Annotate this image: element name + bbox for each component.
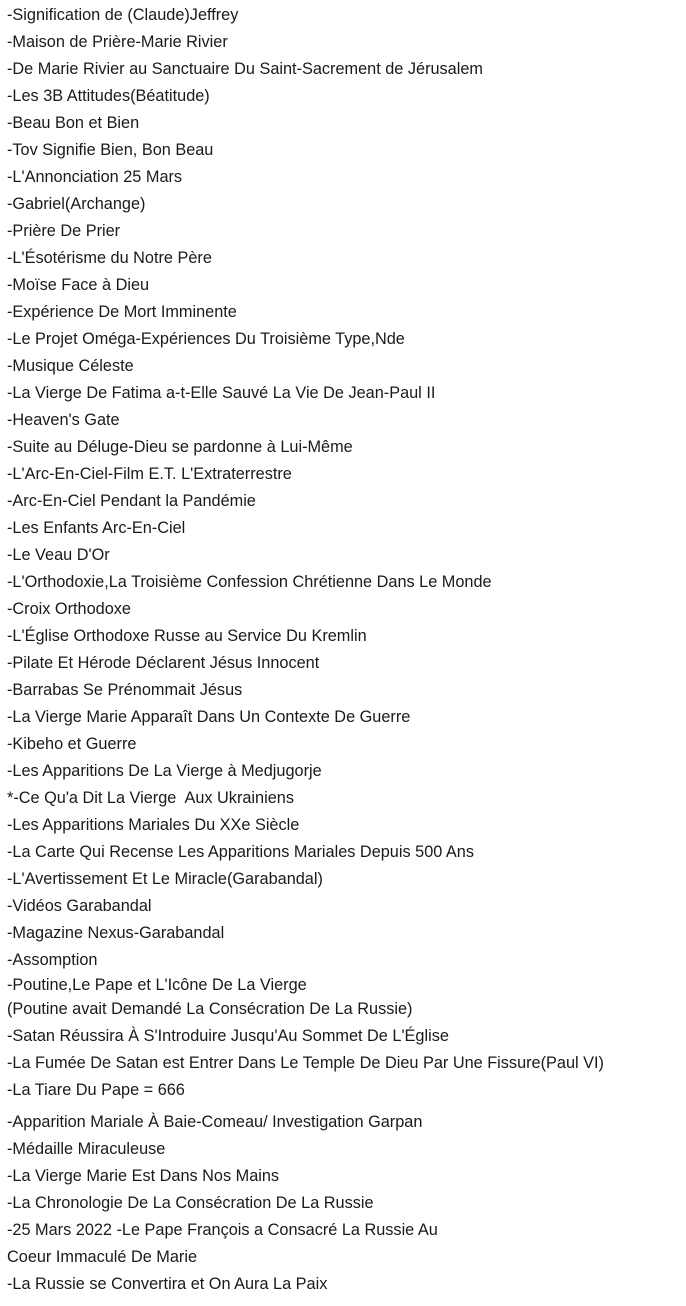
link-croix-orthodoxe[interactable]: -Croix Orthodoxe: [7, 600, 131, 618]
link-tiare-du-pape[interactable]: -La Tiare Du Pape = 666: [7, 1081, 185, 1099]
link-mort-imminente[interactable]: -Expérience De Mort Imminente: [7, 303, 237, 321]
link-tov-signifie[interactable]: -Tov Signifie Bien, Bon Beau: [7, 141, 214, 159]
link-25-mars-2022[interactable]: -25 Mars 2022 -Le Pape François a Consacré La Russie Au: [7, 1221, 438, 1239]
link-coeur-immacule[interactable]: Coeur Immaculé De Marie: [7, 1248, 198, 1266]
link-moise-face-a-dieu[interactable]: -Moïse Face à Dieu: [7, 276, 150, 294]
link-heavens-gate[interactable]: -Heaven's Gate: [7, 411, 120, 429]
link-priere-de-prier[interactable]: -Prière De Prier: [7, 222, 121, 240]
link-gabriel[interactable]: -Gabriel(Archange): [7, 195, 146, 213]
link-assomption[interactable]: -Assomption: [7, 951, 98, 969]
link-suite-deluge[interactable]: -Suite au Déluge-Dieu se pardonne à Lui-Même: [7, 438, 353, 456]
link-poutine-consecration-note[interactable]: (Poutine avait Demandé La Consécration De La Russie): [7, 1000, 413, 1018]
link-nexus-garabandal[interactable]: -Magazine Nexus-Garabandal: [7, 924, 225, 942]
link-marie-rivier-sanctuaire[interactable]: -De Marie Rivier au Sanctuaire Du Saint-Sacrement de Jérusalem: [7, 60, 483, 78]
link-pilate-herode[interactable]: -Pilate Et Hérode Déclarent Jésus Innocent: [7, 654, 320, 672]
link-chronologie-consecration[interactable]: -La Chronologie De La Consécration De La Russie: [7, 1194, 374, 1212]
link-satan-sommet-eglise[interactable]: -Satan Réussira À S'Introduire Jusqu'Au Sommet De L'Église: [7, 1027, 449, 1045]
article-link-list: [7, 2, 683, 1298]
link-musique-celeste[interactable]: -Musique Céleste: [7, 357, 134, 375]
link-avertissement-miracle[interactable]: -L'Avertissement Et Le Miracle(Garabandal): [7, 870, 323, 888]
link-vierge-ukrainiens[interactable]: *-Ce Qu'a Dit La Vierge Aux Ukrainiens: [7, 789, 294, 807]
link-orthodoxie[interactable]: -L'Orthodoxie,La Troisième Confession Chrétienne Dans Le Monde: [7, 573, 492, 591]
link-russie-convertira[interactable]: -La Russie se Convertira et On Aura La Paix: [7, 1275, 328, 1293]
link-arc-en-ciel-film[interactable]: -L'Arc-En-Ciel-Film E.T. L'Extraterrestre: [7, 465, 292, 483]
link-kibeho[interactable]: -Kibeho et Guerre: [7, 735, 137, 753]
link-beau-bon-bien[interactable]: -Beau Bon et Bien: [7, 114, 140, 132]
link-medaille-miraculeuse[interactable]: -Médaille Miraculeuse: [7, 1140, 166, 1158]
link-fumee-de-satan[interactable]: -La Fumée De Satan est Entrer Dans Le Temple De Dieu Par Une Fissure(Paul VI): [7, 1054, 604, 1072]
link-apparitions-xxe[interactable]: -Les Apparitions Mariales Du XXe Siècle: [7, 816, 300, 834]
link-vierge-nos-mains[interactable]: -La Vierge Marie Est Dans Nos Mains: [7, 1167, 280, 1185]
link-carte-apparitions[interactable]: -La Carte Qui Recense Les Apparitions Mariales Depuis 500 Ans: [7, 843, 474, 861]
link-annonciation[interactable]: -L'Annonciation 25 Mars: [7, 168, 183, 186]
link-eglise-orthodoxe-russe[interactable]: -L'Église Orthodoxe Russe au Service Du Kremlin: [7, 627, 367, 645]
link-poutine-pape-icone[interactable]: -Poutine,Le Pape et L'Icône De La Vierge: [7, 976, 307, 994]
link-maison-de-priere[interactable]: -Maison de Prière-Marie Rivier: [7, 33, 228, 51]
link-esoterisme-notre-pere[interactable]: -L'Ésotérisme du Notre Père: [7, 249, 212, 267]
link-videos-garabandal[interactable]: -Vidéos Garabandal: [7, 897, 152, 915]
link-veau-dor[interactable]: -Le Veau D'Or: [7, 546, 110, 564]
link-3b-attitudes[interactable]: -Les 3B Attitudes(Béatitude): [7, 87, 210, 105]
link-apparition-baie-comeau[interactable]: -Apparition Mariale À Baie-Comeau/ Investigation Garpan: [7, 1113, 423, 1131]
link-medjugorje[interactable]: -Les Apparitions De La Vierge à Medjugorje: [7, 762, 322, 780]
link-signification-claude-jeffrey[interactable]: -Signification de (Claude)Jeffrey: [7, 6, 239, 24]
link-arc-en-ciel-pandemie[interactable]: -Arc-En-Ciel Pendant la Pandémie: [7, 492, 256, 510]
link-barrabas[interactable]: -Barrabas Se Prénommait Jésus: [7, 681, 243, 699]
link-vierge-guerre[interactable]: -La Vierge Marie Apparaît Dans Un Contexte De Guerre: [7, 708, 411, 726]
link-projet-omega[interactable]: -Le Projet Oméga-Expériences Du Troisième Type,Nde: [7, 330, 405, 348]
link-enfants-arc-en-ciel[interactable]: -Les Enfants Arc-En-Ciel: [7, 519, 186, 537]
link-vierge-fatima[interactable]: -La Vierge De Fatima a-t-Elle Sauvé La Vie De Jean-Paul II: [7, 384, 436, 402]
